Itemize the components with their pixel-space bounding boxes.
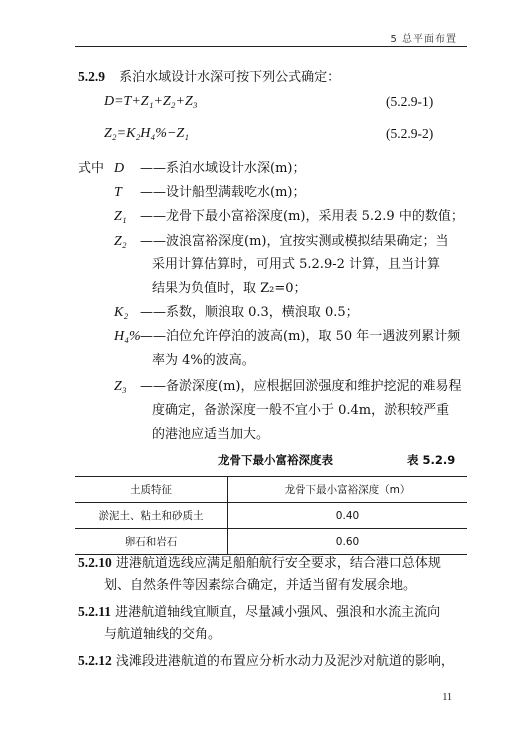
clause-line: 与航道轴线的交角。	[104, 627, 222, 642]
definition-line: 的港池应适当加大。	[152, 427, 270, 442]
page-number: 11	[442, 692, 452, 703]
symbol: K₂	[114, 305, 129, 320]
definition-d	[114, 158, 305, 179]
table-cell: 0.40	[228, 503, 468, 529]
symbol: H₄%	[114, 329, 141, 344]
definition-t	[114, 182, 305, 203]
symbol: Z₂	[114, 234, 127, 249]
definition-line: 率为 4%的波高。	[152, 353, 255, 368]
definition-line: ——系数，顺浪取 0.3，横浪取 0.5；	[140, 305, 359, 320]
clause-line: 划、自然条件等因素综合确定，并适当留有发展余地。	[104, 578, 417, 593]
definition-z3	[114, 376, 461, 397]
definition-line: ——龙骨下最小富裕深度(m)，采用表 5.2.9 中的数值；	[140, 209, 464, 224]
definition-line: 采用计算估算时，可用式 5.2.9-2 计算，且当计算	[152, 257, 441, 272]
equation-1-number: (5.2.9-1)	[386, 94, 434, 109]
column-header: 龙骨下最小富裕深度（m）	[228, 477, 468, 503]
definition-z2	[114, 231, 448, 252]
clause-5-2-11	[78, 601, 440, 623]
clause-number: 5.2.10	[78, 555, 112, 570]
column-header: 土质特征	[75, 477, 228, 503]
symbol: Z₁	[114, 209, 127, 224]
table-cell: 淤泥土、粘土和砂质土	[75, 503, 228, 529]
clause-number: 5.2.11	[78, 604, 112, 619]
clearance-table	[75, 476, 467, 555]
clause-text: 系泊水域设计水深可按下列公式确定：	[119, 70, 341, 85]
table-header-row	[75, 477, 467, 503]
chapter-header: 5 总平面布置	[390, 34, 457, 45]
definition-z1	[114, 206, 464, 227]
definition-line: ——泊位允许停泊的波高(m)，取 50 年一遇波列累计频	[140, 329, 461, 344]
clause-line: 浅滩段进港航道的布置应分析水动力及泥沙对航道的影响，	[115, 654, 454, 669]
definition-line: ——设计船型满载吃水(m)；	[140, 185, 306, 200]
clause-5-2-10	[78, 552, 441, 574]
definition-line: 结果为负值时，取 Z₂=0；	[152, 281, 307, 296]
table-cell: 0.60	[228, 529, 468, 555]
table-row	[75, 529, 467, 555]
where-label: 式中	[78, 161, 105, 176]
definition-line: ——波浪富裕深度(m)，宜按实测或模拟结果确定；当	[140, 234, 449, 249]
table-row	[75, 503, 467, 529]
symbol: Z₃	[114, 379, 127, 394]
symbol: D	[114, 161, 125, 176]
clause-number: 5.2.9	[78, 69, 105, 84]
table-label: 表 5.2.9	[407, 453, 456, 467]
equation-2-number: (5.2.9-2)	[386, 126, 434, 141]
clause-5-2-9-heading	[78, 66, 340, 88]
equation-2: Z₂=K₂H₄%−Z₁	[104, 126, 190, 141]
clause-5-2-12	[78, 650, 454, 672]
symbol: T	[114, 185, 122, 200]
definition-line: 度确定，备淤深度一般不宜小于 0.4m，淤积较严重	[152, 403, 450, 418]
table-cell: 卵石和岩石	[75, 529, 228, 555]
header-rule	[75, 46, 467, 47]
clause-line: 进港航道轴线宜顺直，尽量减小强风、强浪和水流主流向	[115, 605, 441, 620]
equation-1: D=T+Z₁+Z₂+Z₃	[104, 94, 198, 109]
clause-number: 5.2.12	[78, 653, 112, 668]
definition-line: ——备淤深度(m)，应根据回淤强度和维护挖泥的难易程	[140, 379, 462, 394]
definition-h4	[114, 326, 460, 347]
clause-line: 进港航道选线应满足船舶航行安全要求，结合港口总体规	[115, 556, 441, 571]
definition-k2	[114, 302, 359, 323]
definition-line: ——系泊水域设计水深(m)；	[140, 161, 306, 176]
table-caption: 龙骨下最小富裕深度表	[218, 453, 333, 467]
